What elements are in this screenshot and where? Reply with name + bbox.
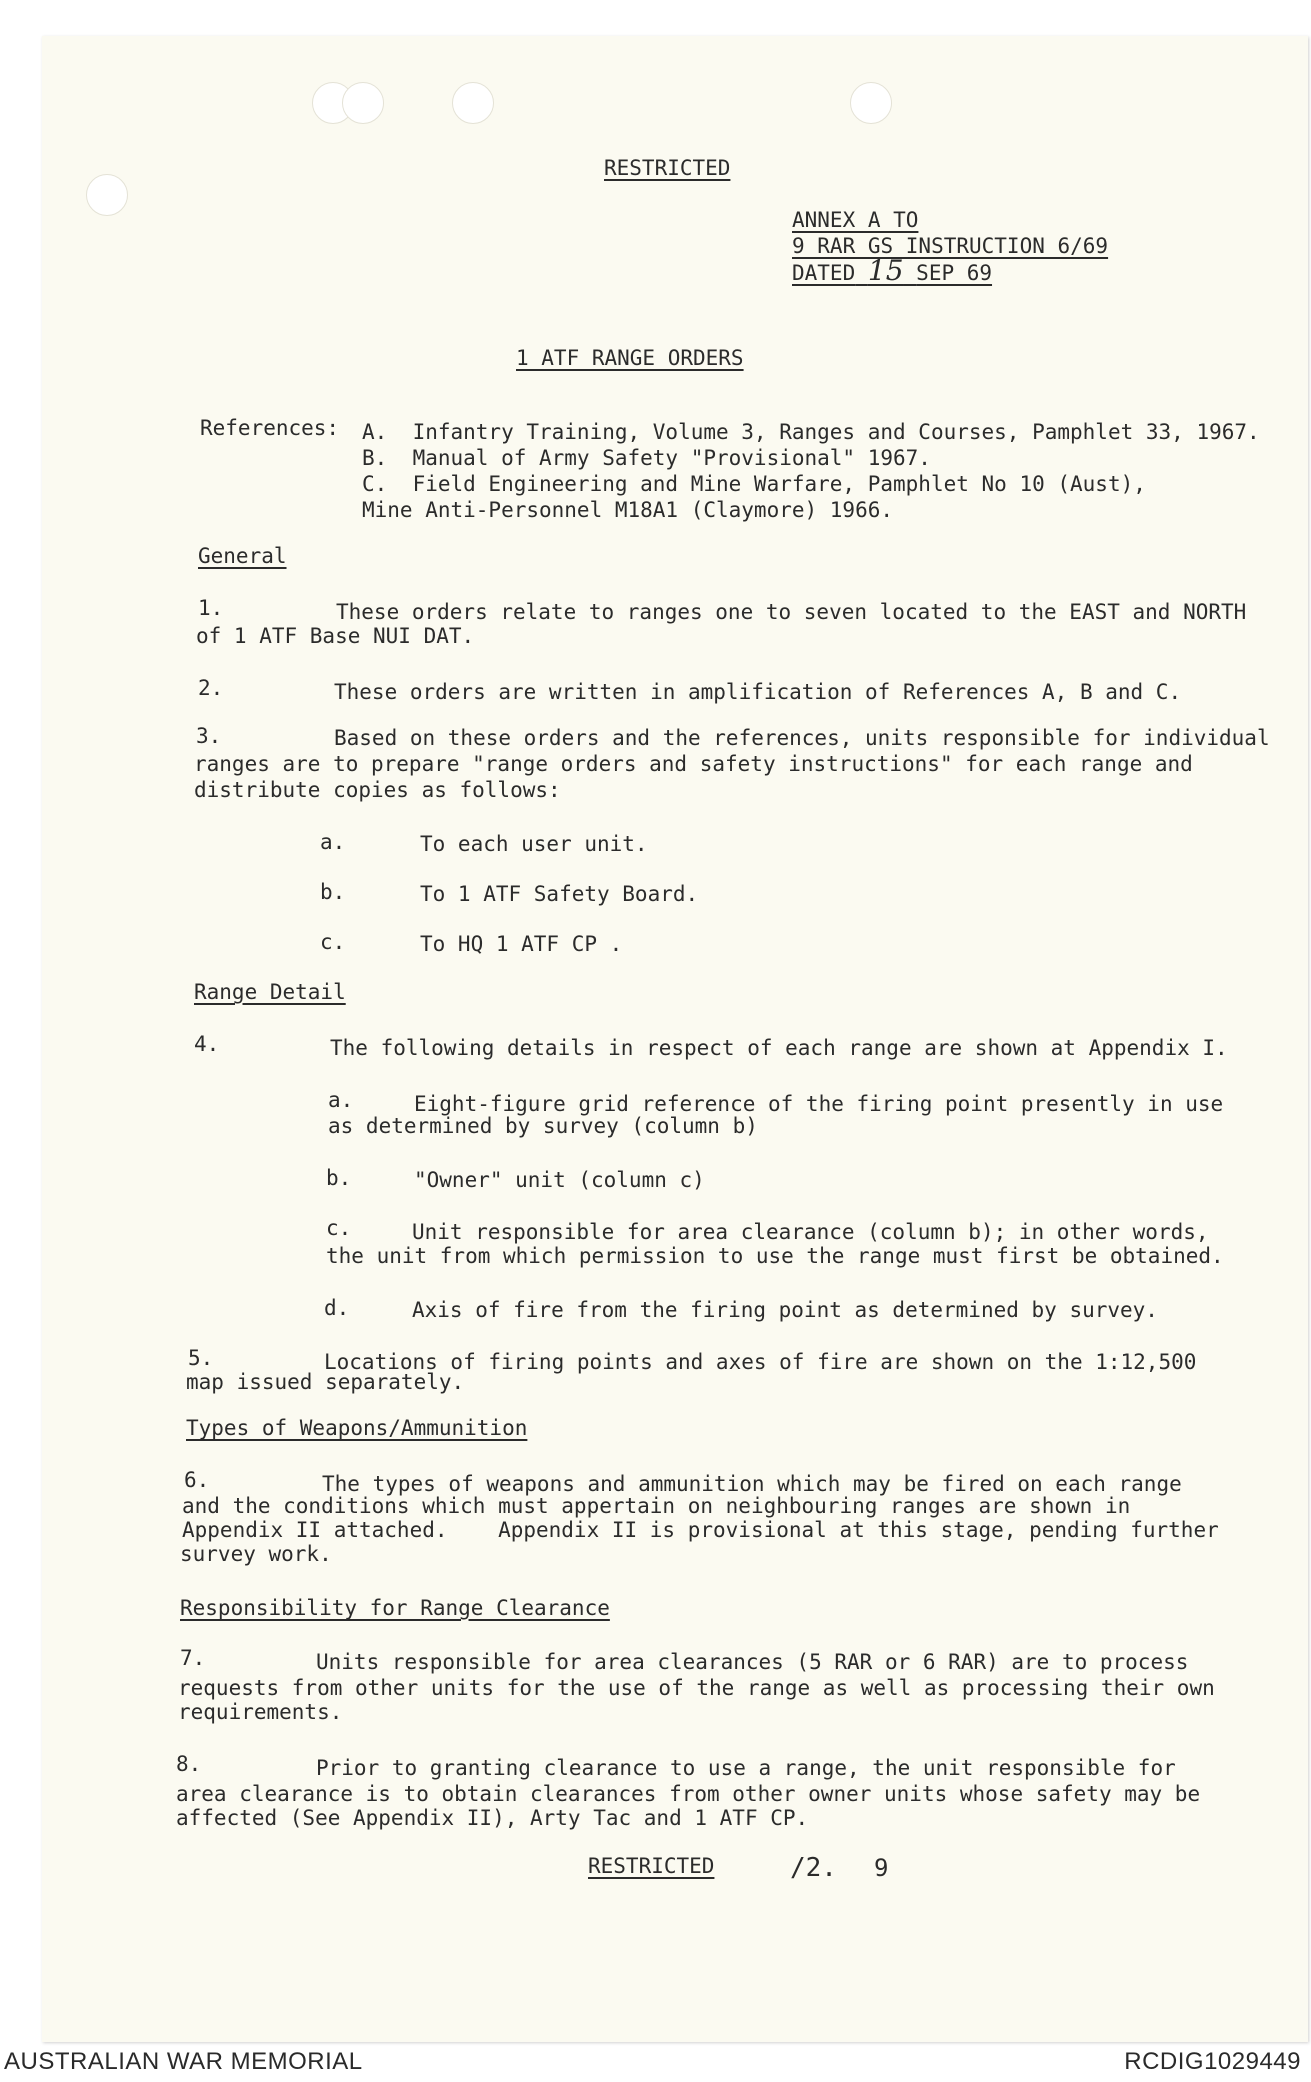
para-7-line: requests from other units for the use of the range as well as processing their own (178, 1676, 1215, 1700)
para-8-line: Prior to granting clearance to use a range, the unit responsible for (316, 1756, 1176, 1780)
para-4a-number: a. (328, 1088, 354, 1112)
reference-b: B. Manual of Army Safety "Provisional" 1967. (362, 446, 931, 470)
para-7-number: 7. (180, 1646, 206, 1670)
para-3-line: ranges are to prepare "range orders and safety instructions" for each range and (194, 752, 1193, 776)
para-2-line: These orders are written in amplification of References A, B and C. (334, 680, 1182, 704)
para-1-line: These orders relate to ranges one to seven located to the EAST and NORTH (336, 600, 1247, 624)
para-5-number: 5. (188, 1346, 214, 1370)
document-title: 1 ATF RANGE ORDERS (516, 346, 744, 370)
para-6-line: and the conditions which must appertain on neighbouring ranges are shown in (182, 1494, 1131, 1518)
section-responsibility: Responsibility for Range Clearance (180, 1596, 610, 1620)
para-6-line: Appendix II attached. Appendix II is provisional at this stage, pending further (182, 1518, 1219, 1542)
para-4c-line: the unit from which permission to use the range must first be obtained. (326, 1244, 1224, 1268)
para-3a-text: To each user unit. (420, 832, 648, 856)
para-8-line: affected (See Appendix II), Arty Tac and 1 ATF CP. (176, 1806, 809, 1830)
para-4b-line: "Owner" unit (column c) (414, 1168, 705, 1192)
para-4c-number: c. (326, 1216, 352, 1240)
page-number: 9 (874, 1854, 889, 1882)
para-1-line: of 1 ATF Base NUI DAT. (196, 624, 475, 648)
para-3a-number: a. (320, 830, 346, 854)
para-5-line: map issued separately. (186, 1370, 465, 1394)
punch-hole (452, 82, 494, 124)
para-6-line: survey work. (180, 1542, 332, 1566)
punch-hole (342, 82, 384, 124)
reference-c: C. Field Engineering and Mine Warfare, Pamphlet No 10 (Aust), (362, 472, 1146, 496)
section-range-detail: Range Detail (194, 980, 346, 1004)
references-label: References: (200, 416, 340, 440)
para-4-number: 4. (194, 1032, 220, 1056)
annex-line-3: DATED 15 SEP 69 (792, 254, 993, 287)
para-4a-line: Eight-figure grid reference of the firing point presently in use (414, 1092, 1224, 1116)
para-8-line: area clearance is to obtain clearances from other owner units whose safety may be (176, 1782, 1201, 1806)
punch-hole (850, 82, 892, 124)
reference-a: A. Infantry Training, Volume 3, Ranges and Courses, Pamphlet 33, 1967. (362, 420, 1260, 444)
para-6-number: 6. (184, 1468, 210, 1492)
classification-bottom: RESTRICTED (588, 1854, 715, 1878)
para-4b-number: b. (326, 1166, 352, 1190)
annex-line-1: ANNEX A TO (792, 208, 919, 232)
para-7-line: requirements. (178, 1700, 343, 1724)
para-5-line: Locations of firing points and axes of fire are shown on the 1:12,500 (324, 1350, 1197, 1374)
section-general: General (198, 544, 287, 568)
para-4d-line: Axis of fire from the firing point as determined by survey. (412, 1298, 1158, 1322)
para-2-number: 2. (198, 676, 224, 700)
para-3c-number: c. (320, 930, 346, 954)
para-1-number: 1. (198, 596, 224, 620)
para-3b-text: To 1 ATF Safety Board. (420, 882, 699, 906)
para-4a-line: as determined by survey (column b) (328, 1114, 758, 1138)
para-3-line: Based on these orders and the references, units responsible for individual (334, 726, 1270, 750)
para-3-line: distribute copies as follows: (194, 778, 561, 802)
archive-credit: AUSTRALIAN WAR MEMORIAL (4, 2048, 363, 2075)
section-types-weapons: Types of Weapons/Ammunition (186, 1416, 528, 1440)
para-3-number: 3. (196, 724, 222, 748)
continuation-mark: /2. (790, 1853, 837, 1883)
para-6-line: The types of weapons and ammunition which may be fired on each range (322, 1472, 1182, 1496)
para-4c-line: Unit responsible for area clearance (column b); in other words, (412, 1220, 1209, 1244)
para-8-number: 8. (176, 1752, 202, 1776)
annex-line-2: 9 RAR GS INSTRUCTION 6/69 (792, 234, 1109, 258)
archive-id: RCDIG1029449 (1124, 2048, 1301, 2075)
classification-top: RESTRICTED (604, 156, 731, 180)
punch-hole (86, 174, 128, 216)
para-4d-number: d. (324, 1296, 350, 1320)
para-4-line: The following details in respect of each range are shown at Appendix I. (330, 1036, 1228, 1060)
para-7-line: Units responsible for area clearances (5 RAR or 6 RAR) are to process (316, 1650, 1189, 1674)
para-3b-number: b. (320, 880, 346, 904)
reference-c-cont: Mine Anti-Personnel M18A1 (Claymore) 1966. (362, 498, 894, 522)
handwritten-day: 15 (867, 254, 904, 287)
para-3c-text: To HQ 1 ATF CP . (420, 932, 623, 956)
